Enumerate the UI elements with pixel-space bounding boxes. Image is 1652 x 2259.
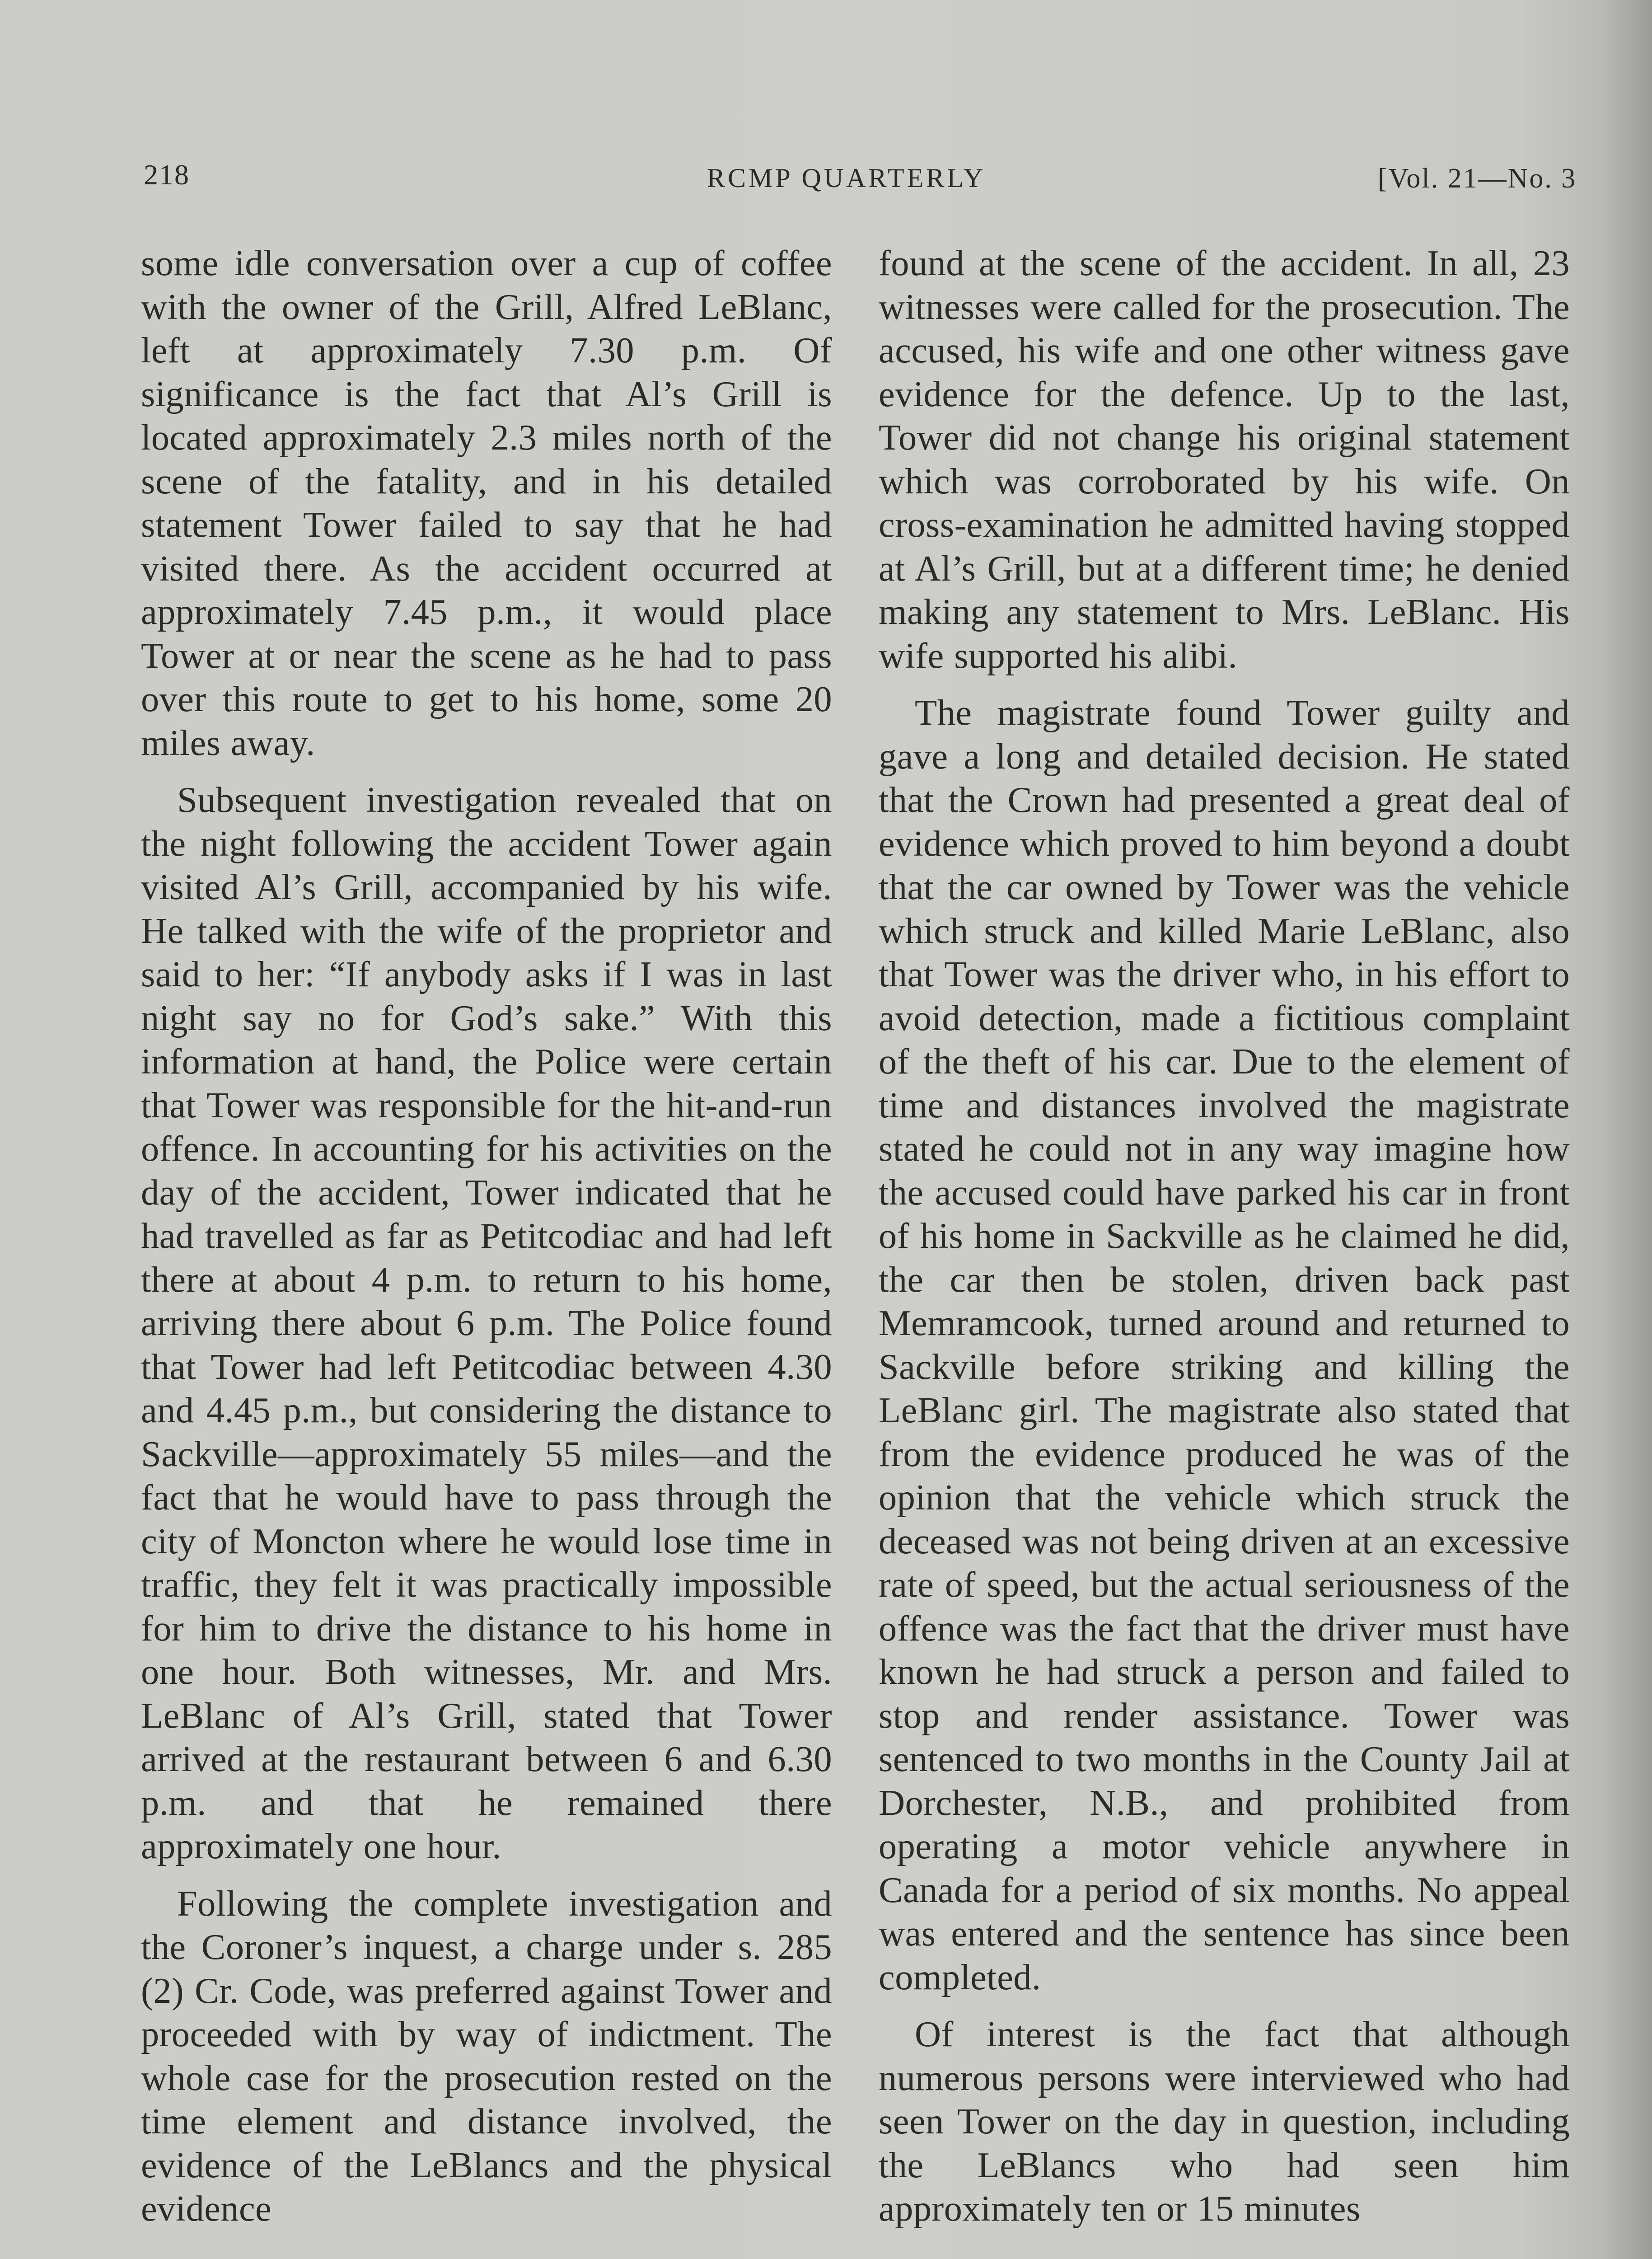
paragraph: Of interest is the fact that although numerous persons were interviewed who had seen Tower on the day in question, including the LeBlancs who had seen him approximately ten or 15 minutes bbox=[879, 2014, 1570, 2229]
running-title: RCMP QUARTERLY bbox=[707, 163, 986, 193]
page-header bbox=[0, 158, 1652, 203]
right-column bbox=[879, 242, 1570, 2245]
paragraph: Subsequent investigation revealed that on the night following the accident Tower again visited Al’s Grill, accompanied by his wife. He talked with the wife of the proprietor and said to her: “If anybody asks if I was in last night say no for God’s sake.” With this information at hand, the Police were certain that Tower was responsible for the hit-and-run offence. In accounting for his activities on the day of the accident, Tower indicated that he had travelled as far as Petitcodiac and had left there at about 4 p.m. to return to his home, arriving there about 6 p.m. The Police found that Tower had left Petitcodiac between 4.30 and 4.45 p.m., but considering the distance to Sackville—approximately 55 miles—and the fact that he would have to pass through the city of Moncton where he would lose time in traffic, they felt it was practically impossible for him to drive the distance to his home in one hour. Both witnesses, Mr. and Mrs. LeBlanc of Al’s Grill, stated that Tower arrived at the restaurant between 6 and 6.30 p.m. and that he remained there approximately one hour. bbox=[141, 780, 832, 1866]
paragraph: Following the complete investigation and the Coroner’s inquest, a charge under s. 285 (2) Cr. Code, was preferred against Tower and proceeded with by way of indictment. The whole case for the prosecution rested on the time element and distance involved, the evidence of the LeBlancs and the physical evidence bbox=[141, 1883, 832, 2229]
volume-issue: [Vol. 21—No. 3 bbox=[1378, 163, 1577, 194]
paragraph-continued: found at the scene of the accident. In all, 23 witnesses were called for the prosecution. The accused, his wife and one other witness gave evidence for the defence. Up to the last, Tower did not change his original statement which was corroborated by his wife. On cross-examination he admitted having stopped at Al’s Grill, but at a different time; he denied making any statement to Mrs. LeBlanc. His wife supported his alibi. bbox=[879, 243, 1570, 676]
paragraph: The magistrate found Tower guilty and gave a long and detailed decision. He stated that the Crown had presented a great deal of evidence which proved to him beyond a doubt that the car owned by Tower was the vehicle which struck and killed Marie LeBlanc, also that Tower was the driver who, in his effort to avoid detection, made a fictitious complaint of the theft of his car. Due to the element of time and distances involved the magistrate stated he could not in any way imagine how the accused could have parked his car in front of his home in Sackville as he claimed he did, the car then be stolen, driven back past Memramcook, turned around and returned to Sackville before striking and killing the LeBlanc girl. The magistrate also stated that from the evidence produced he was of the opinion that the vehicle which struck the deceased was not being driven at an excessive rate of speed, but the actual seriousness of the offence was the fact that the driver must have known he had struck a person and failed to stop and render assistance. Tower was sentenced to two months in the County Jail at Dorchester, N.B., and prohibited from operating a motor vehicle anywhere in Canada for a period of six months. No appeal was entered and the sentence has since been completed. bbox=[879, 693, 1570, 1997]
paragraph-continued: some idle conversation over a cup of coffee with the owner of the Grill, Alfred LeBlanc, left at approximately 7.30 p.m. Of significance is the fact that Al’s Grill is located approximately 2.3 miles north of the scene of the fatality, and in his detailed statement Tower failed to say that he had visited there. As the accident occurred at approximately 7.45 p.m., it would place Tower at or near the scene as he had to pass over this route to get to his home, some 20 miles away. bbox=[141, 243, 832, 763]
left-column bbox=[141, 242, 832, 2245]
page-number: 218 bbox=[144, 159, 190, 191]
